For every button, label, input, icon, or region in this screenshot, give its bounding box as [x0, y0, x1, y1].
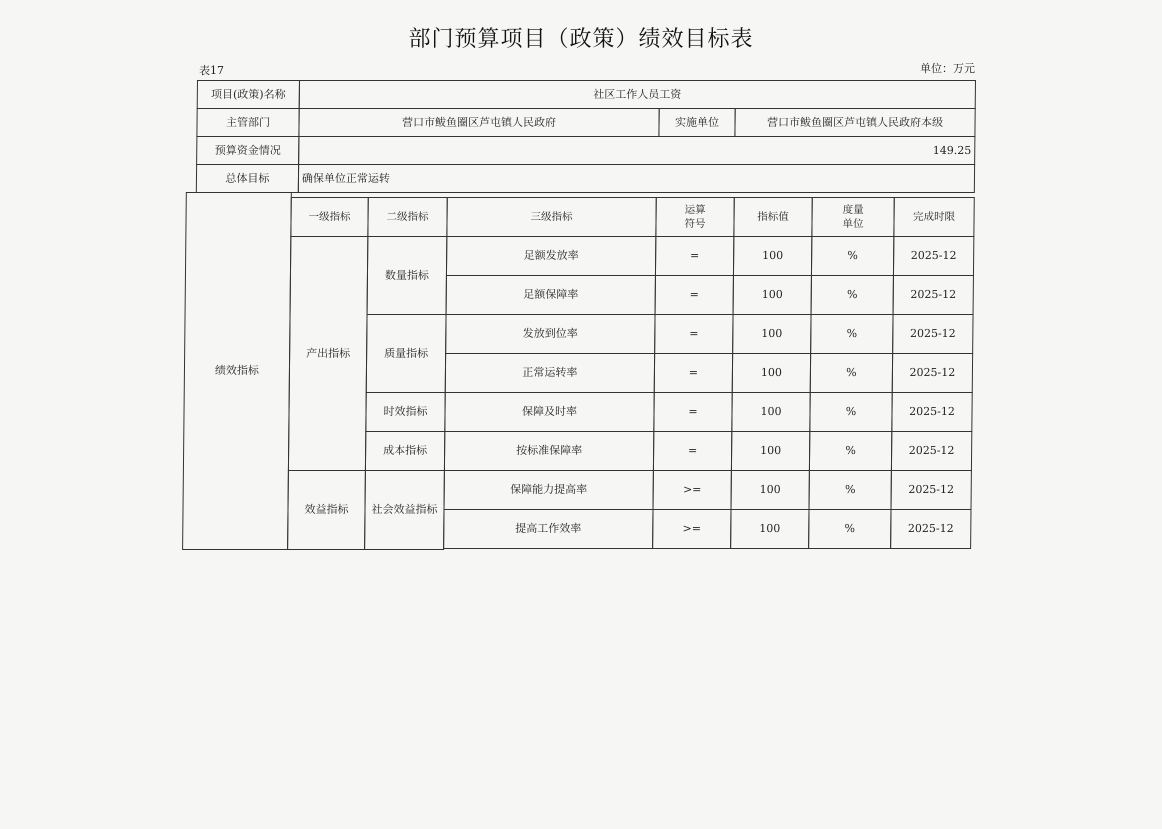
- indicator-deadline: 2025-12: [892, 353, 973, 393]
- indicator-unit: %: [810, 314, 893, 354]
- table-number: 表17: [199, 64, 224, 77]
- indicator-name: 提高工作效率: [443, 509, 653, 549]
- fund-value: 149.25: [298, 136, 975, 165]
- level1-output: 产出指标: [288, 236, 368, 471]
- indicator-operator: =: [654, 314, 733, 354]
- indicator-value: 100: [731, 392, 810, 432]
- header-operator: 运算 符号: [655, 197, 734, 237]
- indicator-unit: %: [808, 470, 891, 510]
- indicator-name: 发放到位率: [445, 314, 655, 354]
- level2-social-benefit: 社会效益指标: [364, 470, 445, 550]
- indicator-deadline: 2025-12: [890, 470, 971, 510]
- goal-label: 总体目标: [196, 164, 299, 193]
- perf-label: 绩效指标: [182, 192, 292, 550]
- indicator-deadline: 2025-12: [891, 392, 972, 432]
- indicator-unit: %: [811, 236, 894, 276]
- impl-label: 实施单位: [658, 108, 735, 137]
- dept-value: 营口市鲅鱼圈区芦屯镇人民政府: [298, 108, 659, 137]
- indicator-operator: =: [653, 431, 732, 471]
- indicator-unit: %: [810, 353, 893, 393]
- indicator-operator: >=: [652, 509, 731, 549]
- indicator-value: 100: [733, 236, 812, 276]
- indicator-name: 保障能力提高率: [443, 470, 653, 510]
- indicator-operator: >=: [652, 470, 731, 510]
- indicator-operator: =: [655, 236, 734, 276]
- level1-benefit: 效益指标: [287, 470, 366, 550]
- performance-table: [182, 80, 976, 550]
- indicator-name: 足额保障率: [446, 275, 656, 315]
- header-unit: 度量 单位: [811, 197, 894, 237]
- indicator-operator: =: [653, 392, 732, 432]
- indicator-operator: =: [655, 275, 734, 315]
- level2-quantity: 数量指标: [367, 236, 448, 315]
- indicator-value: 100: [733, 275, 812, 315]
- indicator-deadline: 2025-12: [893, 275, 974, 315]
- indicator-deadline: 2025-12: [893, 236, 974, 276]
- header-level1: 一级指标: [290, 197, 368, 237]
- level2-quality: 质量指标: [366, 314, 447, 393]
- dept-label: 主管部门: [196, 108, 299, 137]
- indicator-value: 100: [731, 431, 810, 471]
- level2-cost: 成本指标: [365, 431, 445, 471]
- indicator-unit: %: [809, 392, 892, 432]
- indicator-deadline: 2025-12: [890, 509, 971, 549]
- indicator-value: 100: [730, 509, 809, 549]
- indicator-name: 正常运转率: [445, 353, 655, 393]
- indicator-unit: %: [809, 431, 892, 471]
- header-level3: 三级指标: [446, 197, 656, 237]
- indicator-deadline: 2025-12: [892, 314, 973, 354]
- impl-value: 营口市鲅鱼圈区芦屯镇人民政府本级: [734, 108, 975, 137]
- header-level2: 二级指标: [367, 197, 447, 237]
- indicator-unit: %: [808, 509, 891, 549]
- unit-label: 单位：万元: [920, 62, 975, 75]
- level2-timeliness: 时效指标: [365, 392, 445, 432]
- indicator-name: 足额发放率: [446, 236, 656, 276]
- indicator-value: 100: [730, 470, 809, 510]
- indicator-name: 按标准保障率: [444, 431, 654, 471]
- indicator-operator: =: [654, 353, 733, 393]
- header-target: 指标值: [733, 197, 812, 237]
- indicator-unit: %: [811, 275, 894, 315]
- goal-value: 确保单位正常运转: [298, 164, 975, 193]
- page-title: 部门预算项目（政策）绩效目标表: [408, 27, 754, 52]
- indicator-name: 保障及时率: [444, 392, 654, 432]
- project-name-label: 项目(政策)名称: [197, 80, 300, 109]
- indicator-value: 100: [732, 314, 811, 354]
- fund-label: 预算资金情况: [196, 136, 299, 165]
- indicator-value: 100: [732, 353, 811, 393]
- project-name-value: 社区工作人员工资: [299, 80, 976, 109]
- indicator-deadline: 2025-12: [891, 431, 972, 471]
- header-deadline: 完成时限: [893, 197, 974, 237]
